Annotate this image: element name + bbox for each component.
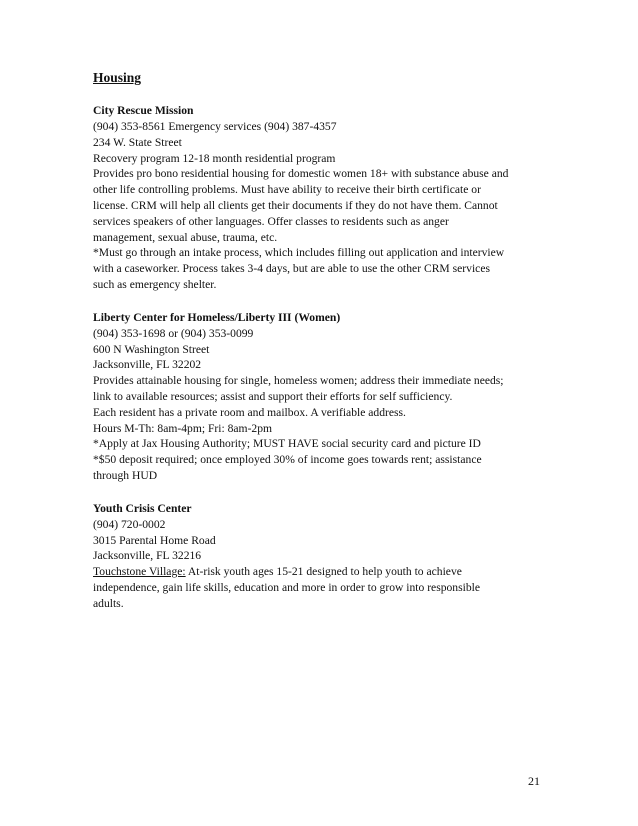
entry-line: management, sexual abuse, trauma, etc. <box>93 230 278 244</box>
entry-line: license. CRM will help all clients get their documents if they do not have them. Cannot <box>93 198 498 212</box>
program-label: Touchstone Village: <box>93 565 186 579</box>
entry-line: with a caseworker. Process takes 3-4 days, but are able to use the other CRM services <box>93 262 490 276</box>
entry-line: Recovery program 12-18 month residential program <box>93 151 336 165</box>
entry-city-rescue-mission <box>93 103 553 293</box>
entry-line: Provides pro bono residential housing for domestic women 18+ with substance abuse and <box>93 167 509 181</box>
entry-line: Jacksonville, FL 32202 <box>93 358 202 372</box>
document-page <box>93 70 553 629</box>
entry-line: *Apply at Jax Housing Authority; MUST HAVE social security card and picture ID <box>93 437 481 451</box>
entry-line: other life controlling problems. Must have ability to receive their birth certificate or <box>93 183 481 197</box>
entry-line: such as emergency shelter. <box>93 277 217 291</box>
entry-title: City Rescue Mission <box>93 104 194 117</box>
entry-liberty-center <box>93 310 553 484</box>
entry-line: Jacksonville, FL 32216 <box>93 549 202 563</box>
entry-line: *$50 deposit required; once employed 30% of income goes towards rent; assistance <box>93 453 482 467</box>
entry-line: link to available resources; assist and support their efforts for self sufficiency. <box>93 389 453 403</box>
entry-line: independence, gain life skills, education and more in order to grow into responsible <box>93 580 480 594</box>
program-line <box>93 564 553 580</box>
entry-line: Each resident has a private room and mailbox. A verifiable address. <box>93 405 406 419</box>
entry-title: Youth Crisis Center <box>93 501 192 515</box>
entry-line: (904) 353-8561 Emergency services (904) 387-4357 <box>93 120 337 133</box>
section-heading: Housing <box>93 70 142 85</box>
program-text: At-risk youth ages 15-21 designed to help youth to achieve <box>185 565 462 579</box>
entry-youth-crisis-center <box>93 501 553 612</box>
entry-line: through HUD <box>93 468 158 482</box>
entry-line: Hours M-Th: 8am-4pm; Fri: 8am-2pm <box>93 421 273 435</box>
entry-line: 3015 Parental Home Road <box>93 533 216 547</box>
page-number: 21 <box>528 774 540 788</box>
entry-title: Liberty Center for Homeless/Liberty III (Women) <box>93 310 341 324</box>
entry-line: *Must go through an intake process, which includes filling out application and interview <box>93 246 505 260</box>
entry-line: 234 W. State Street <box>93 135 182 149</box>
entry-line: (904) 720-0002 <box>93 517 166 531</box>
entry-line: (904) 353-1698 or (904) 353-0099 <box>93 326 254 340</box>
entry-line: services speakers of other languages. Offer classes to residents such as anger <box>93 214 449 228</box>
entry-line: Provides attainable housing for single, homeless women; address their immediate needs; <box>93 374 504 388</box>
entry-line: adults. <box>93 596 124 610</box>
entry-line: 600 N Washington Street <box>93 342 210 356</box>
